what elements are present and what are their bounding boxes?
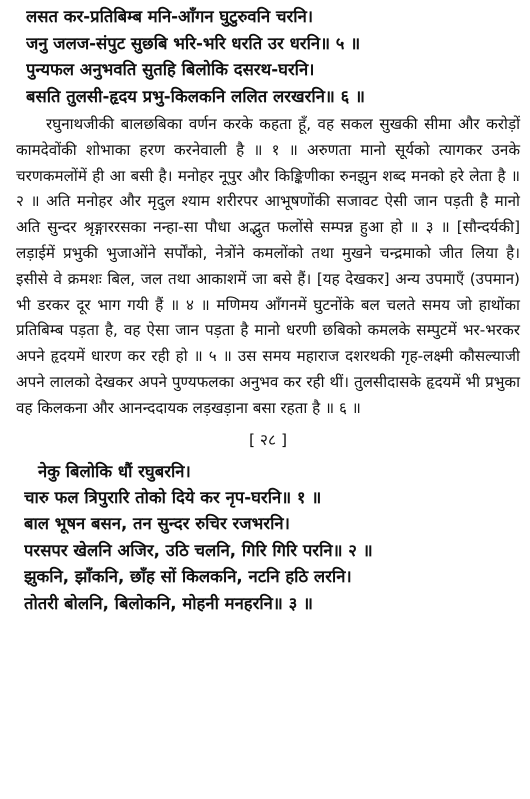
verse-line: चारु फल त्रिपुरारि तोको दिये कर नृप-घरनि॥ १ ॥ (24, 487, 322, 507)
verse-line: परसपर खेलनि अजिर, उठि चलनि, गिरि गिरि परनि॥ २ ॥ (24, 540, 373, 560)
verse-line: बसति तुलसी-हृदय प्रभु-किलकनि ललित लरखरनि॥ ६ ॥ (26, 86, 365, 106)
verse-line: बाल भूषन बसन, तन सुन्दर रुचिर रजभरनि। (24, 514, 290, 534)
pad-number: [ २८ ] (248, 430, 288, 449)
commentary-paragraph: रघुनाथजीकी बालछबिका वर्णन करके कहता हूँ, वह सकल सुखकी सीमा और करोड़ों कामदेवोंकी शोभाका हरण करनेवाली है ॥ १ ॥ अरुणता मानो सूर्यको त्यागकर उनके चरणकमलोंमें ही आ बसी है। मनोहर नूपुर और किङ्किणीका रुनझुन शब्द मनको हरे लेता है ॥ २ ॥ अति मनोहर और मृदुल श्याम शरीरपर आभूषणोंकी सजावट ऐसी जान पड़ती है मानो अति सुन्दर श्रृङ्गाररसका नन्हा-सा पौधा अद्भुत फलोंसे सम्पन्न हुआ हो ॥ ३ ॥ [सौन्दर्यकी] लड़ाईमें प्रभुकी भुजाओंने सर्पोंको, नेत्रोंने कमलोंको तथा मुखने चन्द्रमाको जीत लिया है। इसीसे वे क्रमशः बिल, जल तथा आकाशमें जा बसे हैं। [यह देखकर] अन्य उपमाएँ (उपमान) भी डरकर दूर भाग गयी हैं ॥ ४ ॥ मणिमय आँगनमें घुटनोंके बल चलते समय जो हाथोंका प्रतिबिम्ब पड़ता है, वह ऐसा जान पड़ता है मानो धरणी छबिको कमलके सम्पुटमें भर-भरकर अपने हृदयमें धारण कर रही हो ॥ ५ ॥ उस समय महाराज दशरथकी गृह-लक्ष्मी कौसल्याजी अपने लालको देखकर अपने पुण्यफलका अनुभव कर रही थीं। तुलसीदासके हृदयमें भी प्रभुका वह किलकना और आनन्ददायक लड़खड़ाना बसा रहता है ॥ ६ ॥ (16, 115, 520, 417)
verse-line: तोतरी बोलनि, बिलोकनि, मोहनी मनहरनि॥ ३ ॥ (24, 593, 313, 613)
verse-line: जनु जलज-संपुट सुछबि भरि-भरि धरति उर धरनि॥ ५ ॥ (26, 33, 361, 53)
verse-line: लसत कर-प्रतिबिम्ब मनि-आँगन घुटुरुवनि चरनि। (26, 7, 314, 26)
verse-line: झुकनि, झाँकनि, छाँह सों किलकनि, नटनि हठि लरनि। (24, 567, 352, 587)
verse-block-bottom (16, 485, 520, 618)
verse-line: पुन्यफल अनुभवति सुतहि बिलोकि दसरथ-घरनि। (26, 60, 315, 79)
verse-block-top (16, 4, 520, 110)
refrain-line: नेकु बिलोकि धौं रघुबरनि। (38, 461, 191, 481)
